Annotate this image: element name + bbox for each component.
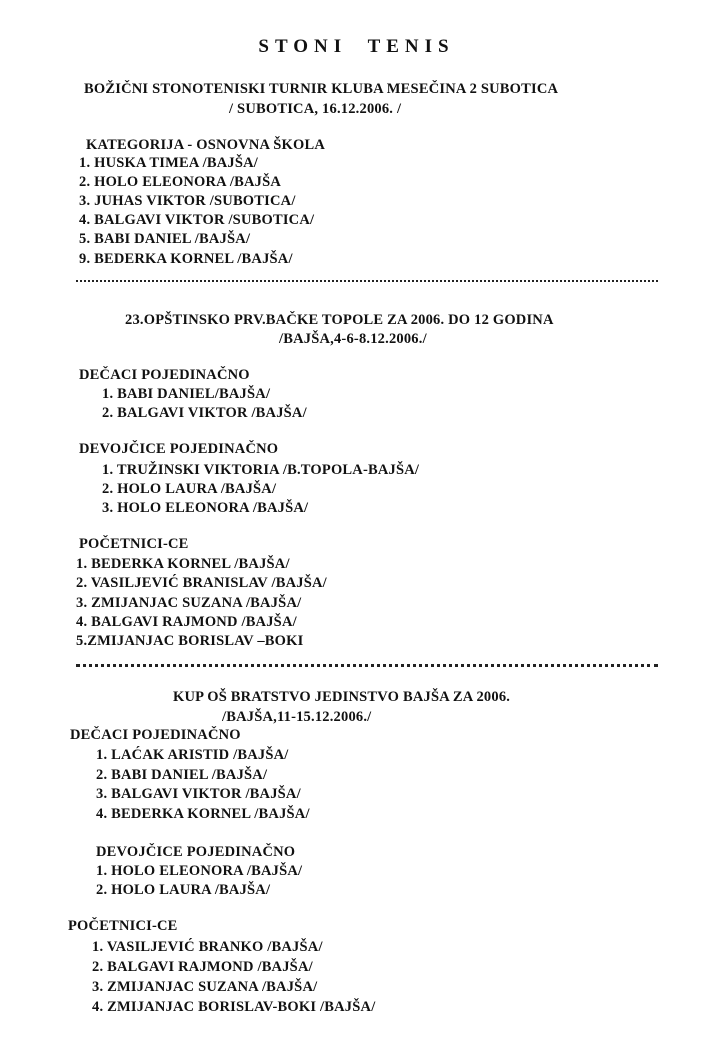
dotted-divider bbox=[76, 280, 658, 288]
list-item: 1. BEDERKA KORNEL /BAJŠA/ bbox=[76, 556, 290, 572]
section3-girls-label: DEVOJČICE POJEDINAČNO bbox=[96, 844, 296, 860]
section3-subheading: /BAJŠA,11-15.12.2006./ bbox=[222, 709, 372, 725]
list-item: 2. HOLO LAURA /BAJŠA/ bbox=[96, 882, 271, 898]
section2-beginners-label: POČETNICI-CE bbox=[79, 536, 189, 552]
list-item: 1. LAĆAK ARISTID /BAJŠA/ bbox=[96, 747, 289, 763]
section3-heading: KUP OŠ BRATSTVO JEDINSTVO BAJŠA ZA 2006. bbox=[173, 689, 511, 705]
list-item: 1. TRUŽINSKI VIKTORIA /B.TOPOLA-BAJŠA/ bbox=[102, 462, 420, 478]
section1-heading: BOŽIČNI STONOTENISKI TURNIR KLUBA MESEČINA 2 SUBOTICA bbox=[84, 81, 559, 97]
section3-boys-label: DEČACI POJEDINAČNO bbox=[70, 727, 241, 743]
section2-subheading: /BAJŠA,4-6-8.12.2006./ bbox=[279, 331, 427, 347]
page-title: STONI TENIS bbox=[258, 36, 455, 57]
list-item: 3. HOLO ELEONORA /BAJŠA/ bbox=[102, 500, 309, 516]
list-item: 1. BABI DANIEL/BAJŠA/ bbox=[102, 386, 271, 402]
list-item: 2. BALGAVI VIKTOR /BAJŠA/ bbox=[102, 405, 307, 421]
list-item: 5. BABI DANIEL /BAJŠA/ bbox=[79, 231, 251, 247]
list-item: 2. HOLO LAURA /BAJŠA/ bbox=[102, 481, 277, 497]
list-item: 3. ZMIJANJAC SUZANA /BAJŠA/ bbox=[76, 595, 302, 611]
list-item: 2. VASILJEVIĆ BRANISLAV /BAJŠA/ bbox=[76, 575, 327, 591]
list-item: 2. BABI DANIEL /BAJŠA/ bbox=[96, 767, 268, 783]
list-item: 3. ZMIJANJAC SUZANA /BAJŠA/ bbox=[92, 979, 318, 995]
list-item: 9. BEDERKA KORNEL /BAJŠA/ bbox=[79, 251, 293, 267]
section2-heading: 23.OPŠTINSKO PRV.BAČKE TOPOLE ZA 2006. DO 12 GODINA bbox=[125, 312, 554, 328]
list-item: 3. BALGAVI VIKTOR /BAJŠA/ bbox=[96, 786, 301, 802]
section1-subheading: / SUBOTICA, 16.12.2006. / bbox=[229, 101, 402, 117]
section2-girls-label: DEVOJČICE POJEDINAČNO bbox=[79, 441, 279, 457]
dotted-divider bbox=[76, 664, 658, 673]
list-item: 1. HOLO ELEONORA /BAJŠA/ bbox=[96, 863, 303, 879]
list-item: 1. VASILJEVIĆ BRANKO /BAJŠA/ bbox=[92, 939, 323, 955]
list-item: 1. HUSKA TIMEA /BAJŠA/ bbox=[79, 155, 258, 171]
list-item: 5.ZMIJANJAC BORISLAV –BOKI bbox=[76, 633, 304, 649]
list-item: 3. JUHAS VIKTOR /SUBOTICA/ bbox=[79, 193, 296, 209]
list-item: 4. BALGAVI RAJMOND /BAJŠA/ bbox=[76, 614, 297, 630]
section2-boys-label: DEČACI POJEDINAČNO bbox=[79, 367, 250, 383]
list-item: 4. ZMIJANJAC BORISLAV-BOKI /BAJŠA/ bbox=[92, 999, 376, 1015]
list-item: 4. BALGAVI VIKTOR /SUBOTICA/ bbox=[79, 212, 315, 228]
list-item: 4. BEDERKA KORNEL /BAJŠA/ bbox=[96, 806, 310, 822]
section3-beginners-label: POČETNICI-CE bbox=[68, 918, 178, 934]
section1-category: KATEGORIJA - OSNOVNA ŠKOLA bbox=[86, 137, 325, 153]
list-item: 2. BALGAVI RAJMOND /BAJŠA/ bbox=[92, 959, 313, 975]
list-item: 2. HOLO ELEONORA /BAJŠA bbox=[79, 174, 281, 190]
